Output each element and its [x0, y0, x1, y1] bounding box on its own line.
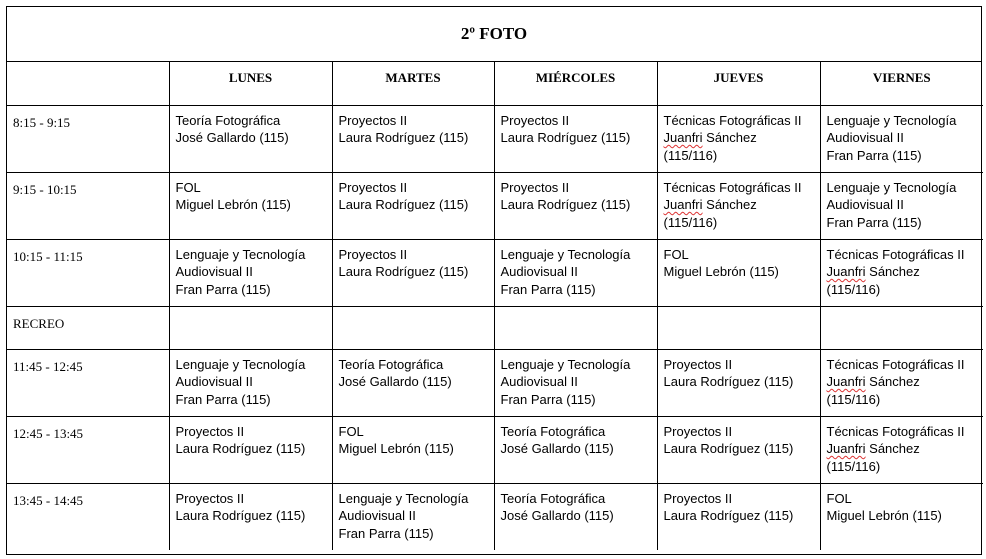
- schedule-cell: [169, 483, 332, 550]
- cell-line: Lenguaje y Tecnología: [826, 179, 957, 195]
- schedule-cell: [820, 105, 983, 172]
- cell-line: Proyectos II: [500, 179, 570, 195]
- cell-line: Teoría Fotográfica: [338, 356, 444, 372]
- cell-line: (115/116): [826, 391, 881, 407]
- cell-line: José Gallardo (115): [175, 130, 289, 145]
- cell-line: Proyectos II: [500, 112, 570, 128]
- time-slot: 8:15 - 9:15: [7, 105, 169, 172]
- schedule-cell: [494, 349, 657, 416]
- cell-line: Proyectos II: [663, 423, 733, 439]
- cell-line: Audiovisual II: [338, 508, 416, 523]
- schedule-cell: [820, 416, 983, 483]
- cell-line: Fran Parra (115): [826, 214, 922, 230]
- schedule-cell: [332, 239, 494, 306]
- cell-line: Juanfri Sánchez: [663, 197, 757, 212]
- schedule-cell: [657, 483, 820, 550]
- schedule-sheet: [6, 6, 982, 555]
- cell-line: José Gallardo (115): [500, 441, 614, 456]
- corner-cell: [7, 62, 169, 105]
- cell-line: Audiovisual II: [500, 374, 578, 389]
- schedule-cell: [169, 239, 332, 306]
- cell-line: FOL: [175, 179, 201, 195]
- schedule-cell: [657, 105, 820, 172]
- schedule-cell: [332, 416, 494, 483]
- cell-line: Fran Parra (115): [500, 281, 596, 297]
- cell-line: Proyectos II: [338, 246, 408, 262]
- cell-line: Lenguaje y Tecnología: [175, 356, 306, 372]
- cell-line: Laura Rodríguez (115): [500, 197, 631, 212]
- header-row: [7, 62, 983, 105]
- schedule-cell: [657, 416, 820, 483]
- cell-line: FOL: [826, 490, 852, 506]
- schedule-cell: [169, 416, 332, 483]
- cell-line: FOL: [663, 246, 689, 262]
- cell-line: Juanfri Sánchez: [826, 441, 920, 456]
- schedule-cell: [169, 105, 332, 172]
- schedule-cell: [332, 105, 494, 172]
- cell-line: Proyectos II: [175, 423, 245, 439]
- cell-line: Laura Rodríguez (115): [338, 197, 469, 212]
- time-slot: 11:45 - 12:45: [7, 349, 169, 416]
- cell-line: (115/116): [663, 147, 718, 163]
- cell-line: José Gallardo (115): [500, 508, 614, 523]
- schedule-cell: [494, 306, 657, 349]
- cell-line: Lenguaje y Tecnología: [500, 356, 631, 372]
- cell-line: Laura Rodríguez (115): [175, 508, 306, 523]
- cell-line: Laura Rodríguez (115): [338, 130, 469, 145]
- time-slot: 13:45 - 14:45: [7, 483, 169, 550]
- cell-line: Lenguaje y Tecnología: [826, 112, 957, 128]
- cell-line: Miguel Lebrón (115): [338, 441, 454, 456]
- schedule-cell: [820, 306, 983, 349]
- time-slot: RECREO: [7, 306, 169, 349]
- schedule-cell: [332, 172, 494, 239]
- cell-line: Técnicas Fotográficas II: [826, 356, 965, 372]
- day-header: JUEVES: [657, 62, 820, 105]
- schedule-cell: [169, 349, 332, 416]
- cell-line: (115/116): [663, 214, 718, 230]
- schedule-cell: [494, 239, 657, 306]
- table-row: [7, 172, 983, 239]
- schedule-cell: [332, 349, 494, 416]
- day-header: MIÉRCOLES: [494, 62, 657, 105]
- schedule-cell: [820, 172, 983, 239]
- day-header: VIERNES: [820, 62, 983, 105]
- cell-line: Proyectos II: [663, 490, 733, 506]
- timetable: [7, 62, 983, 550]
- schedule-cell: [332, 483, 494, 550]
- cell-line: Fran Parra (115): [500, 391, 596, 407]
- schedule-cell: [494, 416, 657, 483]
- cell-line: Audiovisual II: [500, 264, 578, 279]
- cell-line: Juanfri Sánchez: [663, 130, 757, 145]
- cell-line: Teoría Fotográfica: [500, 490, 606, 506]
- cell-line: Audiovisual II: [175, 374, 253, 389]
- cell-line: Miguel Lebrón (115): [175, 197, 291, 212]
- cell-line: Teoría Fotográfica: [175, 112, 281, 128]
- schedule-cell: [494, 483, 657, 550]
- table-row: [7, 416, 983, 483]
- cell-line: Lenguaje y Tecnología: [338, 490, 469, 506]
- table-row: [7, 239, 983, 306]
- cell-line: Laura Rodríguez (115): [663, 374, 794, 389]
- cell-line: Fran Parra (115): [175, 391, 271, 407]
- schedule-cell: [657, 239, 820, 306]
- cell-line: Proyectos II: [175, 490, 245, 506]
- time-slot: 10:15 - 11:15: [7, 239, 169, 306]
- cell-line: Técnicas Fotográficas II: [663, 179, 802, 195]
- schedule-cell: [657, 349, 820, 416]
- table-row: [7, 105, 983, 172]
- cell-line: Proyectos II: [663, 356, 733, 372]
- schedule-cell: [494, 105, 657, 172]
- cell-line: Técnicas Fotográficas II: [826, 423, 965, 439]
- page-title: 2º FOTO: [7, 7, 981, 62]
- schedule-cell: [820, 483, 983, 550]
- cell-line: Fran Parra (115): [338, 525, 434, 541]
- schedule-cell: [494, 172, 657, 239]
- cell-line: FOL: [338, 423, 364, 439]
- schedule-cell: [332, 306, 494, 349]
- cell-line: Fran Parra (115): [175, 281, 271, 297]
- cell-line: Teoría Fotográfica: [500, 423, 606, 439]
- cell-line: José Gallardo (115): [338, 374, 452, 389]
- cell-line: Laura Rodríguez (115): [338, 264, 469, 279]
- schedule-cell: [820, 349, 983, 416]
- cell-line: Técnicas Fotográficas II: [826, 246, 965, 262]
- cell-line: Juanfri Sánchez: [826, 264, 920, 279]
- cell-line: Laura Rodríguez (115): [175, 441, 306, 456]
- time-slot: 12:45 - 13:45: [7, 416, 169, 483]
- schedule-cell: [657, 172, 820, 239]
- cell-line: Laura Rodríguez (115): [500, 130, 631, 145]
- schedule-cell: [169, 306, 332, 349]
- table-row: [7, 483, 983, 550]
- cell-line: Lenguaje y Tecnología: [175, 246, 306, 262]
- cell-line: Miguel Lebrón (115): [663, 264, 779, 279]
- timetable-body: [7, 105, 983, 550]
- cell-line: Audiovisual II: [826, 130, 904, 145]
- cell-line: Lenguaje y Tecnología: [500, 246, 631, 262]
- cell-line: (115/116): [826, 458, 881, 474]
- cell-line: Juanfri Sánchez: [826, 374, 920, 389]
- cell-line: Audiovisual II: [826, 197, 904, 212]
- day-header: MARTES: [332, 62, 494, 105]
- cell-line: Técnicas Fotográficas II: [663, 112, 802, 128]
- cell-line: Laura Rodríguez (115): [663, 508, 794, 523]
- table-row: [7, 306, 983, 349]
- cell-line: Fran Parra (115): [826, 147, 922, 163]
- cell-line: Miguel Lebrón (115): [826, 508, 942, 523]
- schedule-cell: [820, 239, 983, 306]
- schedule-cell: [169, 172, 332, 239]
- cell-line: Proyectos II: [338, 179, 408, 195]
- cell-line: Proyectos II: [338, 112, 408, 128]
- cell-line: (115/116): [826, 281, 881, 297]
- day-header: LUNES: [169, 62, 332, 105]
- table-row: [7, 349, 983, 416]
- schedule-cell: [657, 306, 820, 349]
- cell-line: Laura Rodríguez (115): [663, 441, 794, 456]
- cell-line: Audiovisual II: [175, 264, 253, 279]
- time-slot: 9:15 - 10:15: [7, 172, 169, 239]
